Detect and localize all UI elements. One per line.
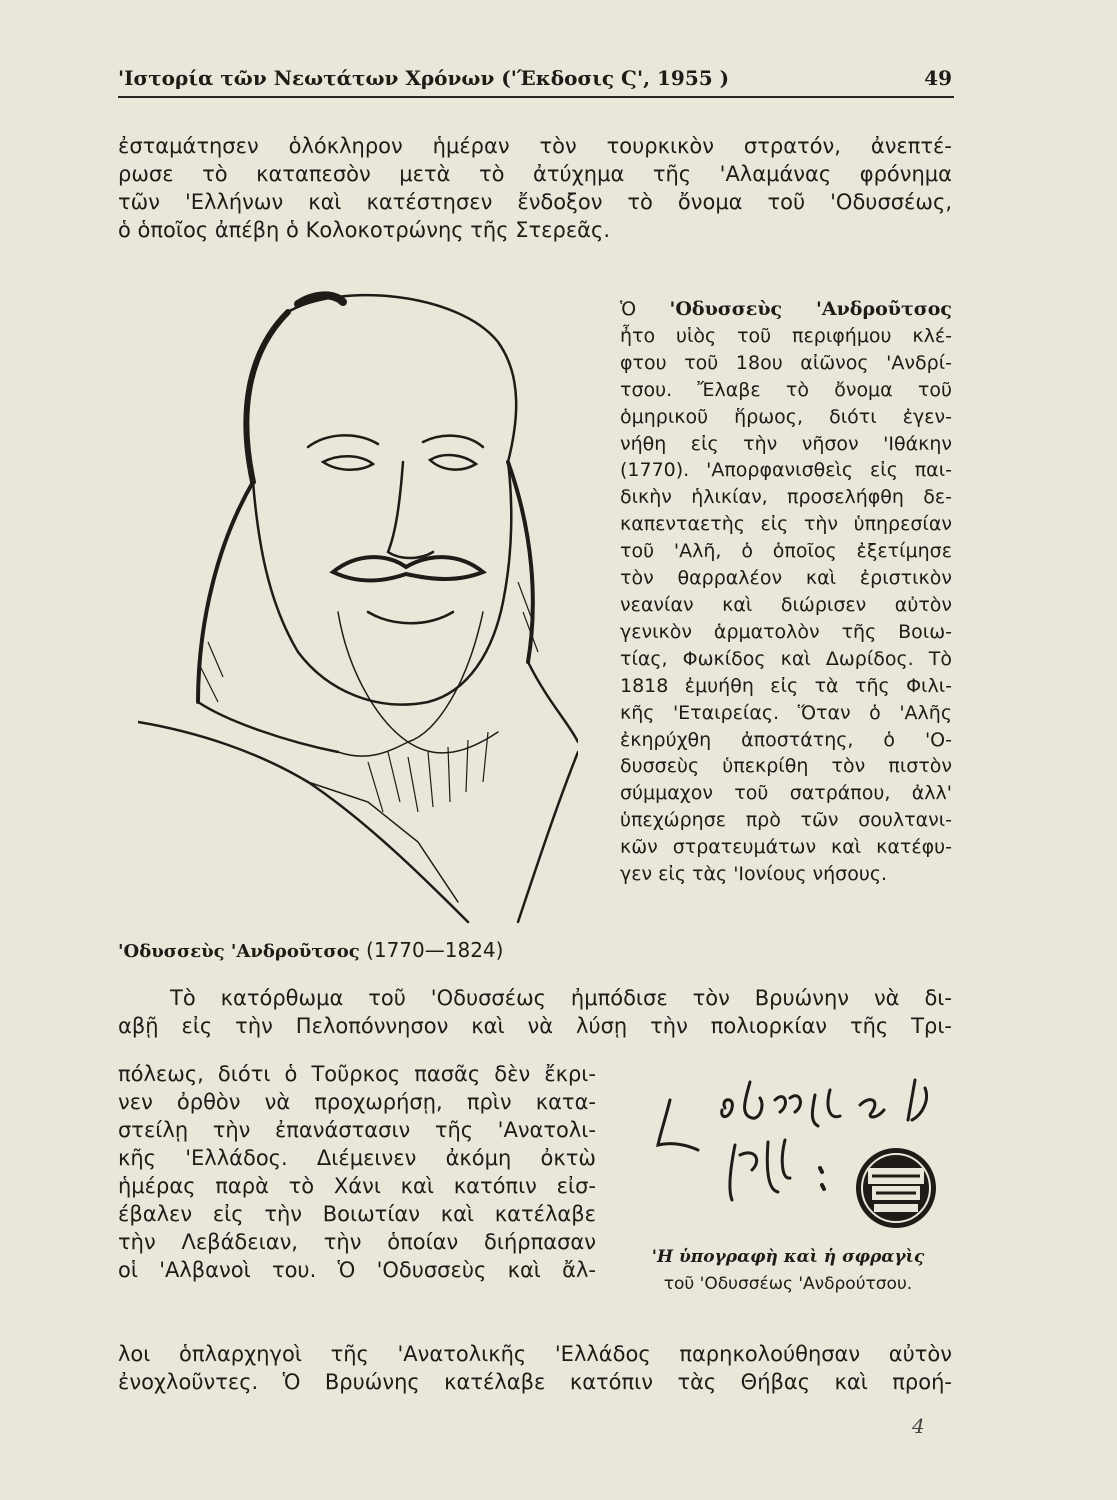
text-line: έβαλεν εἰς τὴν Βοιωτίαν καὶ κατέλαβε xyxy=(118,1202,596,1226)
paragraph-main-a xyxy=(118,984,952,1040)
running-header xyxy=(118,64,954,98)
text-line: κῆς 'Ελλάδος. Διέμεινεν ἀκόμη ὀκτὼ xyxy=(118,1146,596,1170)
seal xyxy=(856,1148,936,1228)
signature-caption-line2: τοῦ 'Οδυσσέως 'Ανδρούτσου. xyxy=(663,1274,913,1294)
text-line: ρωσε τὸ καταπεσὸν μετὰ τὸ ἀτύχημα τῆς 'Αλαμάνας φρόνημα xyxy=(118,162,952,186)
text-line: δικὴν ἡλικίαν, προσελήφθη δε- xyxy=(620,486,952,509)
text-line: καπενταετὴς εἰς τὴν ὑπηρεσίαν xyxy=(620,513,952,536)
text-line: 1818 ἐμυήθη εἰς τὰ τῆς Φιλι- xyxy=(620,674,952,697)
text-line: σύμμαχον τοῦ σατράπου, ἀλλ' xyxy=(620,782,952,805)
text-line: νήθη εἰς τὴν νῆσον 'Ιθάκην xyxy=(620,432,952,455)
text-line: τσου. Ἔλαβε τὸ ὄνομα τοῦ xyxy=(620,378,952,401)
text-line: γενικὸν ἁρματολὸν τῆς Βοιω- xyxy=(620,620,952,643)
text-line: αβῇ εἰς τὴν Πελοπόννησον καὶ νὰ λύσῃ τὴν πολιορκίαν τῆς Τρι- xyxy=(118,1014,952,1038)
text-line: τοῦ 'Αλῆ, ὁ ὁποῖος ἐξετίμησε xyxy=(620,540,952,563)
signature-and-seal xyxy=(640,1060,960,1240)
paragraph-main-b xyxy=(118,1060,596,1284)
text-line: κῆς 'Εταιρείας. Ὅταν ὁ 'Αλῆς xyxy=(620,701,952,724)
text-line: ἐνοχλοῦντες. Ὁ Βρυώνης κατέλαβε κατόπιν τὰς Θήβας καὶ προή- xyxy=(118,1370,952,1394)
text-line: φτου τοῦ 18ου αἰῶνος 'Ανδρί- xyxy=(620,351,952,374)
text-line: νεν ὀρθὸν νὰ προχωρήσῃ, πρὶν κατα- xyxy=(118,1090,596,1114)
text-line: ἐκηρύχθη ἀποστάτης, ὁ 'Ο- xyxy=(620,728,952,751)
text-line: γεν εἰς τὰς 'Ιονίους νήσους. xyxy=(620,863,888,886)
caption-name: 'Οδυσσεὺς 'Ανδροῦτσος xyxy=(118,941,360,962)
text-line: στείλῃ τὴν ἐπανάστασιν τῆς 'Ανατολι- xyxy=(118,1118,596,1142)
paragraph-main-c xyxy=(118,1340,952,1396)
text-line: ἦτο υἱὸς τοῦ περιφήμου κλέ- xyxy=(620,324,952,347)
text-line: ὁμηρικοῦ ἥρωος, διότι ἐγεν- xyxy=(620,405,952,428)
text-line: πόλεως, διότι ὁ Τοῦρκος πασᾶς δὲν ἔκρι- xyxy=(118,1062,596,1086)
signature-caption xyxy=(622,1244,954,1298)
text-line: τίας, Φωκίδος καὶ Δωρίδος. Τὸ xyxy=(620,647,952,670)
text-line: τὴν Λεβάδειαν, τὴν ὁποίαν διήρπασαν xyxy=(118,1230,596,1254)
text-line: (1770). 'Απορφανισθεὶς εἰς παι- xyxy=(620,459,952,482)
text-line xyxy=(620,296,952,323)
portrait-odysseas-androutsos xyxy=(138,282,578,942)
signature-caption-line1: 'Η ὑπογραφὴ καὶ ἡ σφραγὶς xyxy=(651,1247,925,1267)
paragraph-intro xyxy=(118,132,952,244)
text-line: λοι ὁπλαρχηγοὶ τῆς 'Ανατολικῆς 'Ελλάδος παρηκολούθησαν αὐτὸν xyxy=(118,1342,952,1366)
portrait-caption xyxy=(118,938,548,962)
lead-name: 'Οδυσσεὺς 'Ανδροῦτσος xyxy=(669,298,952,320)
text-line: ὁ ὁποῖος ἀπέβη ὁ Κολοκοτρώνης τῆς Στερεᾶς. xyxy=(118,218,611,242)
page-number: 49 xyxy=(924,66,952,90)
text-line: ὑπεχώρησε πρὸ τῶν σουλτανι- xyxy=(620,809,952,832)
text-line: ἐσταμάτησεν ὁλόκληρον ἡμέραν τὸν τουρκικὸν στρατόν, ἀνεπτέ- xyxy=(118,134,952,158)
paragraph-biography xyxy=(620,296,952,888)
text-line: Τὸ κατόρθωμα τοῦ 'Οδυσσέως ἠμπόδισε τὸν Βρυώνην νὰ δι- xyxy=(170,986,952,1010)
lead-article: Ὁ xyxy=(620,298,637,320)
text-line: κῶν στρατευμάτων καὶ κατέφυ- xyxy=(620,836,952,859)
signature-mark: 4 xyxy=(912,1414,925,1438)
text-line: δυσσεὺς ὑπεκρίθη τὸν πιστὸν xyxy=(620,755,952,778)
text-line: νεανίαν καὶ διώρισεν αὐτὸν xyxy=(620,593,952,616)
text-line: τῶν 'Ελλήνων καὶ κατέστησεν ἔνδοξον τὸ ὄνομα τοῦ 'Οδυσσέως, xyxy=(118,190,952,214)
running-title: 'Ιστορία τῶν Νεωτάτων Χρόνων ('Έκδοσις Ϛ', 1955 ) xyxy=(118,66,730,90)
text-line: οἱ 'Αλβανοὶ του. Ὁ 'Οδυσσεὺς καὶ ἄλ- xyxy=(118,1258,596,1282)
caption-years: (1770—1824) xyxy=(366,938,504,962)
text-line: τὸν θαρραλέον καὶ ἐριστικὸν xyxy=(620,567,952,590)
text-line: ἡμέρας παρὰ τὸ Χάνι καὶ κατόπιν εἰσ- xyxy=(118,1174,596,1198)
